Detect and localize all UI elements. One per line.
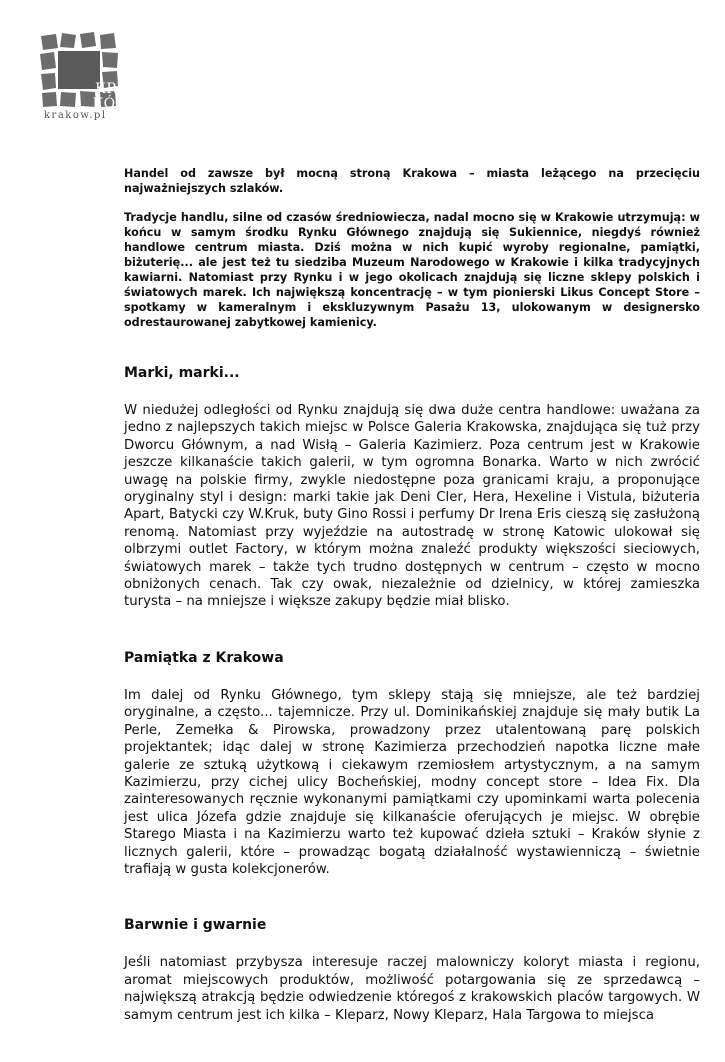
logo-line-1: KRA — [94, 81, 130, 97]
logo-line-2: KÓW — [92, 96, 132, 112]
lead-paragraph-1: Handel od zawsze był mocną stroną Krakowa – miasta leżącego na przecięciu najważniejszych szlaków. — [124, 167, 700, 195]
section-text-pamiatka: Im dalej od Rynku Głównego, tym sklepy stają się mniejsze, ale też bardziej oryginalne, a często... tajemnicze. Przy ul. Dominikańskiej znajduje się mały butik La Perle, Zemełka & Pirowska, prowadzony przez utalentowaną parę polskich projektantek; idąc dalej w stronę Kazimierza przechodzień napotka liczne małe galerie ze sztuką użytkową i ciekawym rzemiosłem artystycznym, a na samym Kazimierzu, przy cichej ulicy Bocheńskiej, modny concept store – Idea Fix. Dla zainteresowanych ręcznie wykonanymi pamiątkami czy upominkami warta polecenia jest ulica Józefa gdzie znajduje się kilkanaście oferujących je miejsc. W obrębie Starego Miasta i na Kazimierzu warto też kupować dzieła sztuki – Kraków słynie z licznych galerii, które – prowadząc bogatą działalność wystawienniczą – świetnie trafiają w gusta kolekcjonerów. — [124, 687, 700, 877]
article — [124, 166, 700, 1062]
logo-wordmark — [84, 82, 140, 112]
logo-url: krakow.pl — [44, 110, 107, 121]
lead-paragraph-2: Tradycje handlu, silne od czasów średniowiecza, nadal mocno się w Krakowie utrzymują: w końcu w samym środku Rynku Głównego znajdują się Sukiennice, niegdyś również handlowe centrum miasta. Dziś można w nich kupić wyroby regionalne, pamiątki, biżuterię... ale jest też tu siedziba Muzeum Narodowego w Krakowie i kilka tradycyjnych kawiarni. Natomiast przy Rynku i w jego okolicach znajdują się liczne sklepy polskich i światowych marek. Ich największą koncentrację – w tym pionierski Likus Concept Store – spotkamy w kameralnym i ekskluzywnym Pasażu 13, ulokowanym w designersko odrestaurowanej zabytkowej kamienicy. — [124, 211, 700, 329]
section-text-marki: W niedużej odległości od Rynku znajdują się dwa duże centra handlowe: uważana za jedno z najlepszych takich miejsc w Polsce Galeria Krakowska, znajdująca się tuż przy Dworcu Głównym, a nad Wisłą – Galeria Kazimierz. Poza centrum jest w Krakowie jeszcze kilkanaście takich galerii, w tym ogromna Bonarka. Warto w nich zwrócić uwagę na polskie firmy, zwykle niedostępne poza granicami kraju, a proponujące oryginalny styl i design: marki takie jak Deni Cler, Hera, Hexeline i Vistula, biżuteria Apart, Batycki czy W.Kruk, buty Gino Rossi i perfumy Dr Irena Eris cieszą się zasłużoną renomą. Natomiast przy wyjeździe na autostradę w stronę Katowic ulokował się olbrzymi outlet Factory, w którym można znaleźć produkty większości sieciowych, światowych marek – także tych trudno dostępnych w centrum – często w mocno obniżonych cenach. Tak czy owak, niezależnie od dzielnicy, w której zamieszka turysta – na mniejsze i większe zakupy będzie miał blisko. — [124, 403, 700, 610]
section-text-barwnie: Jeśli natomiast przybysza interesuje raczej malowniczy koloryt miasta i regionu, aromat miejscowych produktów, możliwość potargowania się ze sprzedawcą – największą atrakcją będzie odwiedzenie któregoś z krakowskich placów targowych. W samym centrum jest ich kilka – Kleparz, Nowy Kleparz, Hala Targowa to miejsca — [124, 955, 700, 1023]
section-heading-marki: Marki, marki... — [124, 365, 240, 381]
section-heading-pamiatka: Pamiątka z Krakowa — [124, 649, 284, 666]
section-heading-barwnie: Barwnie i gwarnie — [124, 917, 267, 934]
